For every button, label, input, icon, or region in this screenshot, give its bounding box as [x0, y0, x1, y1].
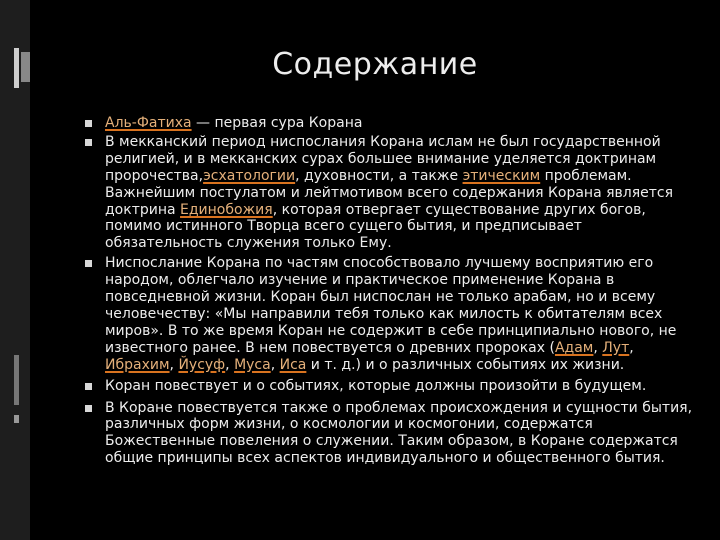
square-bullet-icon — [85, 260, 92, 267]
bullet-item — [88, 378, 696, 395]
link-eschatology[interactable]: эсхатологии — [203, 167, 296, 184]
bullet-text: В Коране повествуется также о проблемах происхождения и сущности бытия, различных форм жизни, о космологии и космогонии, содержатся Божественные повеления о служении. Таким образом, в Коране содержатся общие принципы всех аспектов индивидуального и общественного бытия. — [105, 399, 693, 467]
bullet-text: , которая отвергает существование других богов, помимо истинного Творца всего сущего бытия, и предписывает обязательность служения только Ему. — [105, 201, 646, 252]
link-al-fatiha[interactable]: Аль-Фатиха — [105, 115, 192, 131]
link-monotheism[interactable]: Единобожия — [180, 201, 273, 218]
link-prophet-ibrahim[interactable]: Ибрахим — [105, 356, 170, 373]
bullet-text: и т. д.) и о различных событиях их жизни. — [306, 356, 625, 373]
separator-text: , — [169, 356, 179, 373]
bullet-item — [88, 400, 696, 468]
square-bullet-icon — [85, 383, 92, 390]
separator-text: , — [225, 356, 235, 373]
square-bullet-icon — [85, 405, 92, 412]
link-ethical[interactable]: этическим — [462, 167, 541, 184]
separator-text: , — [593, 339, 603, 356]
bullet-text: проблемам. Важнейшим постулатом и лейтмотивом всего содержания Корана является доктрина — [105, 167, 674, 218]
bullet-text: — первая сура Корана — [191, 115, 363, 131]
bullet-list — [88, 115, 696, 467]
link-prophet-musa[interactable]: Муса — [234, 356, 271, 373]
link-prophet-adam[interactable]: Адам — [554, 339, 594, 356]
separator-text: , — [629, 339, 634, 356]
accent-bar-decoration — [21, 52, 30, 82]
separator-text: , — [270, 356, 280, 373]
bullet-text: В мекканский период ниспослания Корана ислам не был государственной религией, и в мекканских сурах большее внимание уделяется доктринам пророчества, — [105, 133, 661, 184]
slide-title: Содержание — [272, 47, 478, 82]
bullet-text: Ниспослание Корана по частям способствовало лучшему восприятию его народом, облегчало изучение и практическое применение Корана в повседневной жизни. Коран был ниспослан не только арабам, но и всему человечеству: «Мы направили тебя только как милость к обитателям всех миров». В то же время Коран не содержит в себе принципиально нового, не известного ранее. В нем повествуется о древних пророках ( — [105, 255, 677, 356]
link-prophet-isa[interactable]: Иса — [279, 356, 307, 373]
square-bullet-icon — [85, 120, 92, 127]
bullet-list-container — [88, 115, 696, 470]
bullet-item — [88, 115, 696, 132]
accent-bar-decoration — [14, 48, 19, 88]
link-prophet-lut[interactable]: Лут — [602, 339, 630, 356]
accent-bar-decoration — [14, 415, 19, 423]
accent-bar-decoration — [14, 355, 19, 405]
square-bullet-icon — [85, 139, 92, 146]
bullet-text: Коран повествует и о событиях, которые должны произойти в будущем. — [105, 377, 647, 394]
bullet-text: , духовности, а также — [295, 167, 463, 184]
bullet-item — [88, 255, 696, 373]
bullet-item — [88, 134, 696, 252]
link-prophet-yusuf[interactable]: Йусуф — [178, 356, 226, 373]
